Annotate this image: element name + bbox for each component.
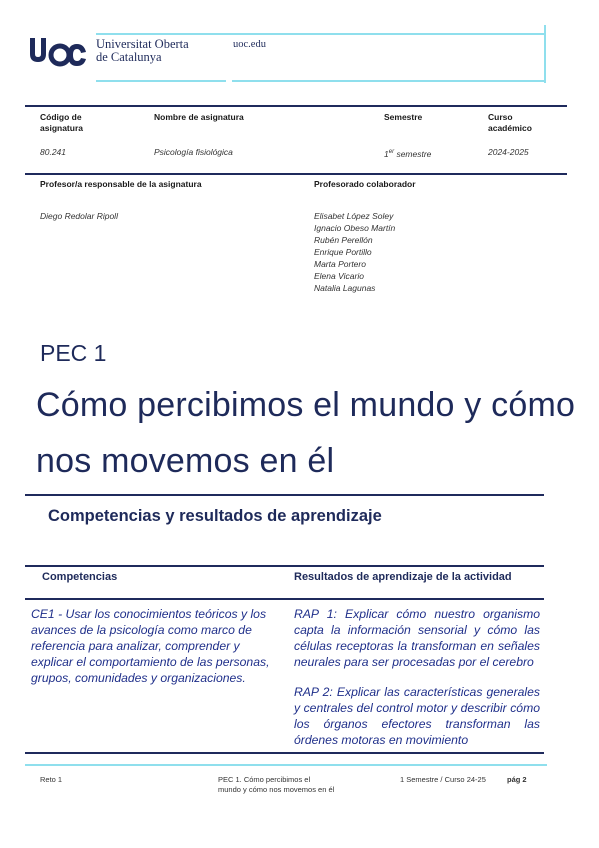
subject-code: 80.241 [40,147,66,157]
rap1-text: RAP 1: Explicar cómo nuestro organismo capta la información sensorial y cómo las células receptoras la transforman en señales neurales para ser procesadas por el cerebro [294,607,540,669]
page-title-line2: nos movemos en él [36,442,335,480]
pec-label: PEC 1 [40,340,107,366]
footer-right: 1 Semestre / Curso 24-25 [400,775,486,784]
resultados-header: Resultados de aprendizaje de la actividad [294,571,512,583]
rap2-text: RAP 2: Explicar las características generales y centrales del control motor y describir cómo los órganos efectores transforman las órdenes motoras en movimiento [294,685,540,747]
university-name [96,38,189,64]
col-code-label: Código de asignatura [40,112,83,133]
header-rule-right [544,25,546,83]
footer-left: Reto 1 [40,775,63,784]
collaborator-name: Enrique Portillo [314,247,372,257]
uoc-logo-icon [28,30,90,74]
footer-center [218,775,334,795]
subject-semester [384,146,431,160]
section-top-rule [25,494,544,496]
col-name-label: Nombre de asignatura [154,112,244,122]
semester-number: 1 [384,148,389,159]
table-middle-rule [25,173,567,175]
section-heading: Competencias y resultados de aprendizaje [48,507,382,525]
university-line2: de Catalunya [96,50,162,64]
footer-center-line2: mundo y cómo nos movemos en él [218,785,335,794]
header-rule-bottom-right [232,80,546,82]
collaborator-name: Rubén Perellón [314,235,373,245]
semester-word: semestre [396,148,432,159]
collaborator-name: Marta Portero [314,259,366,269]
semester-ordinal: er [388,149,395,155]
collaborators-list [314,210,395,294]
footer-center-line1: PEC 1. Cómo percibimos el [218,775,311,784]
competence-text: CE1 - Usar los conocimientos teóricos y los avances de la psicología como marco de referencia para analizar, comprender y explicar el comportamiento de las personas, grupos, comunidades y organizaciones. [31,607,270,685]
header-rule-top [96,33,546,35]
university-line1: Universitat Oberta [96,37,189,51]
responsible-label: Profesor/a responsable de la asignatura [40,179,202,189]
table-top-rule [25,105,567,107]
comp-table-bottom-rule [25,752,544,754]
page-title-line1: Cómo percibimos el mundo y cómo [36,386,576,424]
page-number: pág 2 [507,775,527,784]
collaborators-label: Profesorado colaborador [314,179,416,189]
collaborator-name: Elisabet López Soley [314,211,394,221]
uoc-logo [28,30,90,74]
header-rule-bottom-left [96,80,226,82]
responsible-name: Diego Redolar Ripoll [40,211,118,221]
footer-rule [25,764,547,766]
competencias-header: Competencias [42,571,118,583]
website-link[interactable]: uoc.edu [233,39,266,50]
collaborator-name: Ignacio Obeso Martín [314,223,396,233]
subject-year: 2024-2025 [488,147,529,157]
comp-table-top-rule [25,565,544,567]
col-semester-label: Semestre [384,112,423,122]
collaborator-name: Elena Vicario [314,271,364,281]
collaborator-name: Natalia Lagunas [314,283,376,293]
col-year-label: Curso académico [488,112,532,133]
comp-table-header-rule [25,598,544,600]
subject-name: Psicología fisiológica [154,147,233,157]
